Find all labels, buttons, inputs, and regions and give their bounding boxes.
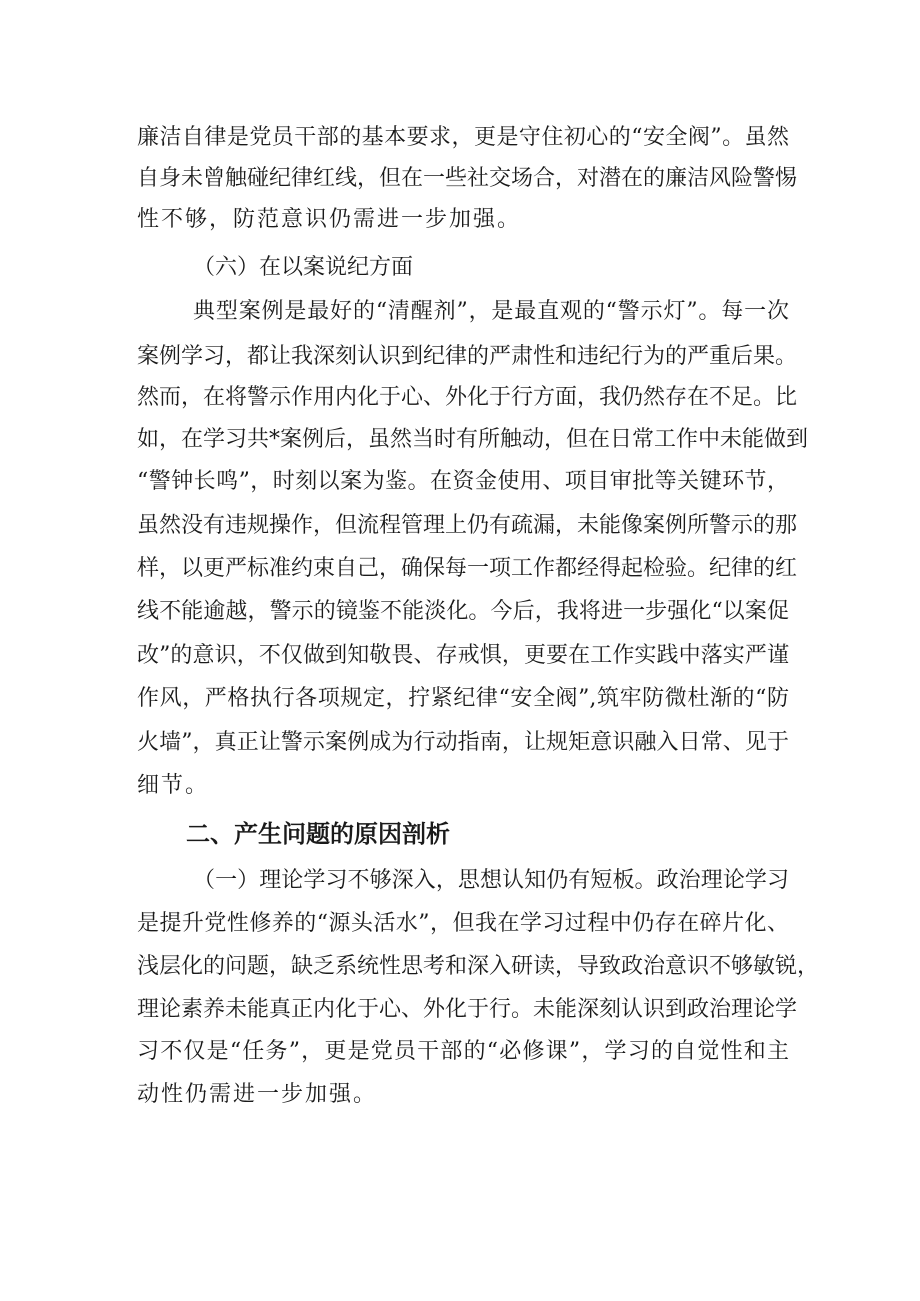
paragraph-2-line-4: 如，在学习共*案例后，虽然当时有所触动，但在日常工作中未能做到 <box>137 427 809 452</box>
paragraph-3-line-6: 动性仍需进一步加强。 <box>137 1082 378 1107</box>
paragraph-2-line-3: 然而，在将警示作用内化于心、外化于行方面，我仍然存在不足。比 <box>137 385 798 410</box>
paragraph-2-line-5: “警钟长鸣”，时刻以案为鉴。在资金使用、项目审批等关键环节， <box>137 469 789 494</box>
paragraph-2-line-1: 典型案例是最好的“清醒剂”，是最直观的“警示灯”。每一次 <box>193 299 789 324</box>
paragraph-2-line-10: 作风，严格执行各项规定，拧紧纪律“安全阀”,筑牢防微杜渐的“防 <box>137 686 789 711</box>
paragraph-2-line-9: 改”的意识，不仅做到知敬畏、存戒惧，更要在工作实践中落实严谨 <box>137 643 789 668</box>
paragraph-2-line-11: 火墙”，真正让警示案例成为行动指南，让规矩意识融入日常、见于 <box>137 730 789 755</box>
section-2-heading: 二、产生问题的原因剖析 <box>186 820 450 848</box>
paragraph-3-line-1: （一）理论学习不够深入，思想认知仍有短板。政治理论学习 <box>193 868 789 893</box>
paragraph-1-line-2: 自身未曾触碰纪律红线，但在一些社交场合，对潜在的廉洁风险警惕 <box>137 166 798 191</box>
paragraph-3-line-3: 浅层化的问题，缺乏系统性思考和深入研读，导致政治意识不够敏锐， <box>137 954 820 979</box>
paragraph-1-line-1: 廉洁自律是党员干部的基本要求，更是守住初心的“安全阀”。虽然 <box>137 125 789 150</box>
paragraph-2-line-8: 线不能逾越，警示的镜鉴不能淡化。今后，我将进一步强化“以案促 <box>137 599 789 624</box>
paragraph-2-line-2: 案例学习，都让我深刻认识到纪律的严肃性和违纪行为的严重后果。 <box>137 344 798 369</box>
paragraph-3-line-5: 习不仅是“任务”，更是党员干部的“必修课”，学习的自觉性和主 <box>137 1039 789 1064</box>
subheading-6: （六）在以案说纪方面 <box>193 255 414 280</box>
paragraph-3-line-2: 是提升党性修养的“源头活水”，但我在学习过程中仍存在碎片化、 <box>137 911 789 936</box>
paragraph-1-line-3: 性不够，防范意识仍需进一步加强。 <box>137 207 522 232</box>
paragraph-2-line-6: 虽然没有违规操作，但流程管理上仍有疏漏，未能像案例所警示的那 <box>137 513 798 538</box>
paragraph-3-line-4: 理论素养未能真正内化于心、外化于行。未能深刻认识到政治理论学 <box>137 997 798 1022</box>
paragraph-2-line-12: 细节。 <box>137 773 210 798</box>
paragraph-2-line-7: 样，以更严标准约束自己，确保每一项工作都经得起检验。纪律的红 <box>137 556 798 581</box>
